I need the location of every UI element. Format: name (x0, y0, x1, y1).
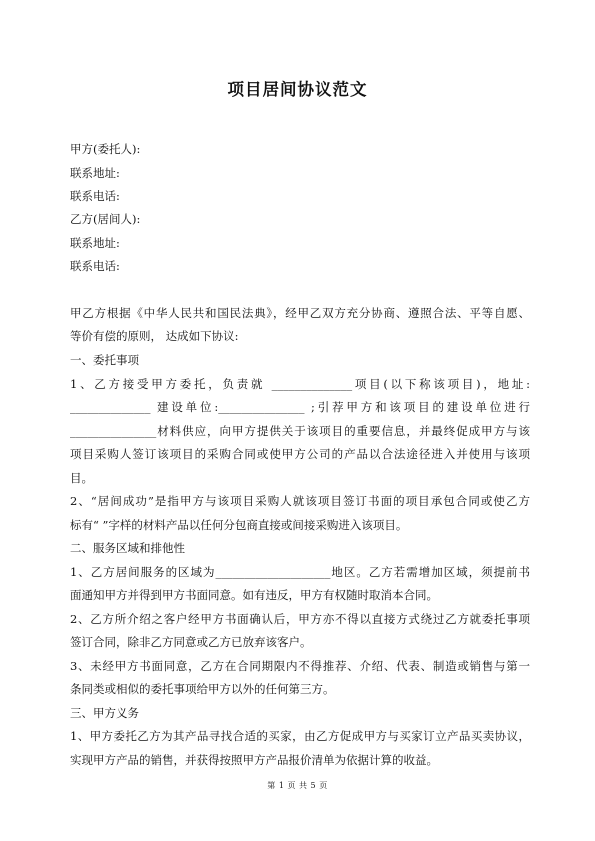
party-a-phone: 联系电话: (70, 189, 120, 203)
body-line: 条同类或相似的委托事项给甲方以外的任何第三方。 (70, 682, 335, 696)
body-line: ______________ 建设单位:_______________ ;引荐甲方和该项目的建设单位进行 (70, 400, 530, 414)
page-number: 第 1 页 共 5 页 (267, 781, 328, 790)
section-heading: 二、服务区域和排他性 (70, 541, 185, 555)
body-line: 实现甲方产品的销售，并获得按照甲方产品报价清单为依据计算的收益。 (70, 753, 438, 767)
body-line: 等价有偿的原则， 达成如下协议: (70, 329, 239, 343)
body-line: 1、乙方接受甲方委托，负责就 ______________项目(以下称该项目)，地址: (70, 377, 530, 391)
body-line: 面通知甲方并得到甲方书面同意。如有违反，甲方有权随时取消本合同。 (70, 588, 438, 602)
section-heading: 一、委托事项 (70, 353, 139, 367)
body-line: 2、乙方所介绍之客户经甲方书面确认后，甲方亦不得以直接方式绕过乙方就委托事项 (70, 612, 530, 626)
party-a-label: 甲方(委托人): (70, 142, 141, 156)
body-line: _______________材料供应，向甲方提供关于该项目的重要信息，并最终促成甲方与该 (70, 424, 530, 438)
party-b-label: 乙方(居间人): (70, 212, 141, 226)
body-line: 1、甲方委托乙方为其产品寻找合适的买家，由乙方促成甲方与买家订立产品买卖协议， (70, 729, 530, 743)
body-line: 签订合同，除非乙方同意或乙方已放弃该客户。 (70, 635, 312, 649)
body-line: 1、乙方居间服务的区域为____________________地区。乙方若需增加区域，须提前书 (70, 565, 530, 579)
body-line: 标有“ ”字样的材料产品以任何分包商直接或间接采购进入该项目。 (70, 518, 408, 532)
party-a-address: 联系地址: (70, 166, 120, 180)
document-title: 项目居间协议范文 (227, 80, 368, 99)
party-b-address: 联系地址: (70, 236, 120, 250)
section-heading: 三、甲方义务 (70, 706, 139, 720)
body-line: 项目采购人签订该项目的采购合同或使甲方公司的产品以合法途径进入并使用与该项 (70, 447, 530, 461)
body-line: 3、未经甲方书面同意，乙方在合同期限内不得推荐、介绍、代表、制造或销售与第一 (70, 659, 530, 673)
body-line: 目。 (70, 471, 93, 485)
body-line: 甲乙方根据《中华人民共和国民法典》，经甲乙双方充分协商、遵照合法、平等自愿、 (70, 306, 530, 320)
party-b-phone: 联系电话: (70, 259, 120, 273)
body-line: 2、“居间成功”是指甲方与该项目采购人就该项目签订书面的项目承包合同或使乙方 (70, 494, 530, 508)
